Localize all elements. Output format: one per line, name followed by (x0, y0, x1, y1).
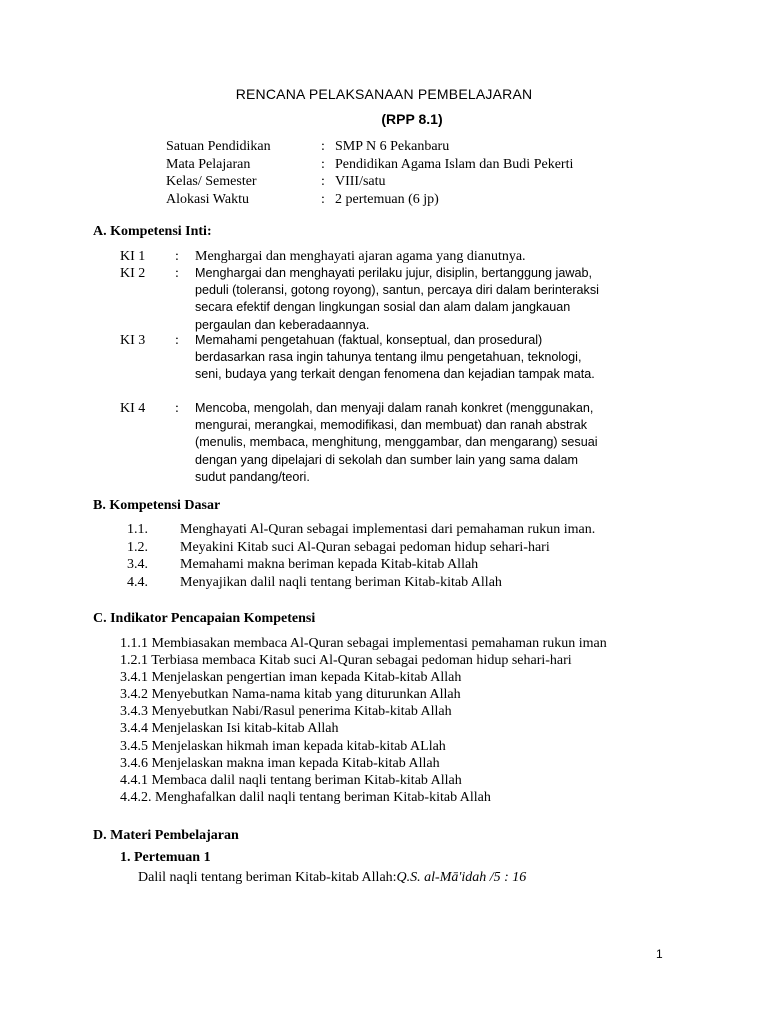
identity-row (166, 191, 573, 209)
list-item: 1.1.1 Membiasakan membaca Al-Quran sebagai implementasi pemahaman rukun iman (120, 636, 607, 651)
ki-line: mengurai, merangkai, memodifikasi, dan membuat) dan ranah abstrak (195, 418, 587, 433)
ki-1 (120, 248, 650, 265)
identity-row (166, 138, 573, 156)
identity-label: Satuan Pendidikan (166, 139, 271, 154)
ki-line: peduli (toleransi, gotong royong), santun, percaya diri dalam berinteraksi (195, 283, 599, 298)
identity-table (166, 138, 573, 208)
ki-text (195, 332, 650, 384)
section-d-heading: D. Materi Pembelajaran (93, 828, 239, 843)
identity-separator: : (321, 174, 325, 189)
identity-value: SMP N 6 Pekanbaru (335, 139, 450, 154)
ki-line: Menghargai dan menghayati ajaran agama yang dianutnya. (195, 249, 526, 264)
identity-label: Kelas/ Semester (166, 174, 257, 189)
list-item: 3.4.4 Menjelaskan Isi kitab-kitab Allah (120, 721, 339, 737)
ki-label: KI 4 (120, 401, 146, 416)
list-item (127, 574, 595, 592)
identity-separator: : (321, 156, 325, 172)
kd-text: Menyajikan dalil naqli tentang beriman Kitab-kitab Allah (180, 574, 502, 590)
indikator-list (120, 635, 607, 806)
ki-text (195, 400, 650, 486)
list-item (127, 521, 595, 539)
identity-separator: : (321, 139, 325, 154)
ki-line: Menghargai dan menghayati perilaku jujur, disiplin, bertanggung jawab, (195, 266, 592, 280)
ki-3 (120, 332, 650, 384)
list-item: 3.4.3 Menyebutkan Nabi/Rasul penerima Kitab-kitab Allah (120, 704, 452, 720)
ki-label: KI 3 (120, 333, 146, 348)
list-item: 1.2.1 Terbiasa membaca Kitab suci Al-Quran sebagai pedoman hidup sehari-hari (120, 653, 572, 669)
ki-text (195, 248, 650, 265)
ki-label: KI 1 (120, 249, 146, 264)
ayat-reference: Q.S. al-Mā'idah /5 : 16 (396, 869, 527, 885)
materi-pembelajaran (120, 849, 526, 886)
ki-colon: : (175, 249, 179, 264)
page-number: 1 (656, 947, 663, 961)
kd-text: Menghayati Al-Quran sebagai implementasi dari pemahaman rukun iman. (180, 522, 596, 537)
ki-line: Memahami pengetahuan (faktual, konseptual, dan prosedural) (195, 333, 543, 347)
ki-2 (120, 265, 650, 334)
ki-line: dengan yang dipelajari di sekolah dan sumber lain yang sama dalam (195, 452, 578, 467)
ki-line: seni, budaya yang terkait dengan fenomena dan kejadian tampak mata. (195, 367, 595, 382)
ki-4 (120, 400, 650, 486)
section-c-heading: C. Indikator Pencapaian Kompetensi (93, 611, 316, 626)
kompetensi-dasar-list (127, 521, 595, 591)
list-item: 3.4.2 Menyebutkan Nama-nama kitab yang diturunkan Allah (120, 687, 461, 703)
ki-line: berdasarkan rasa ingin tahunya tentang ilmu pengetahuan, teknologi, (195, 350, 582, 365)
dalil-text: Dalil naqli tentang beriman Kitab-kitab Allah: (138, 869, 397, 885)
ki-colon: : (175, 266, 179, 281)
identity-label: Alokasi Waktu (166, 191, 249, 207)
identity-value: 2 pertemuan (6 jp) (335, 191, 439, 207)
ki-line: sudut pandang/teori. (195, 469, 310, 484)
ki-line: Mencoba, mengolah, dan menyaji dalam ranah konkret (menggunakan, (195, 401, 594, 415)
ki-label: KI 2 (120, 266, 146, 281)
list-item (127, 539, 595, 557)
ki-line: pergaulan dan keberadaannya. (195, 317, 370, 332)
identity-value: Pendidikan Agama Islam dan Budi Pekerti (335, 156, 574, 172)
ki-line: (menulis, membaca, menghitung, menggambar, dan mengarang) sesuai (195, 435, 598, 450)
section-a-heading: A. Kompetensi Inti: (93, 224, 212, 239)
kd-number: 1.1. (127, 522, 148, 537)
list-item: 3.4.5 Menjelaskan hikmah iman kepada kitab-kitab ALlah (120, 738, 446, 754)
section-b-heading: B. Kompetensi Dasar (93, 498, 221, 513)
kd-number: 3.4. (127, 557, 148, 572)
list-item: 4.4.1 Membaca dalil naqli tentang beriman Kitab-kitab Allah (120, 772, 462, 788)
ki-colon: : (175, 333, 179, 348)
identity-separator: : (321, 191, 325, 207)
list-item: 3.4.6 Menjelaskan makna iman kepada Kitab-kitab Allah (120, 755, 440, 771)
kd-number: 4.4. (127, 574, 148, 590)
identity-label: Mata Pelajaran (166, 156, 251, 172)
identity-row (166, 173, 573, 191)
kd-text: Meyakini Kitab suci Al-Quran sebagai pedoman hidup sehari-hari (180, 539, 550, 555)
document-title: RENCANA PELAKSANAAN PEMBELAJARAN (235, 86, 533, 102)
dalil-line (120, 869, 526, 887)
identity-row (166, 156, 573, 174)
pertemuan-heading: 1. Pertemuan 1 (120, 850, 211, 865)
kd-number: 1.2. (127, 539, 148, 555)
document-subtitle: (RPP 8.1) (381, 111, 443, 127)
list-item: 4.4.2. Menghafalkan dalil naqli tentang beriman Kitab-kitab Allah (120, 789, 491, 805)
list-item (127, 556, 595, 574)
list-item: 3.4.1 Menjelaskan pengertian iman kepada Kitab-kitab Allah (120, 670, 462, 686)
identity-value: VIII/satu (335, 174, 386, 189)
ki-colon: : (175, 401, 179, 416)
ki-text (195, 265, 650, 334)
kd-text: Memahami makna beriman kepada Kitab-kitab Allah (180, 557, 479, 572)
ki-line: secara efektif dengan lingkungan sosial dan alam dalam jangkauan (195, 300, 571, 315)
